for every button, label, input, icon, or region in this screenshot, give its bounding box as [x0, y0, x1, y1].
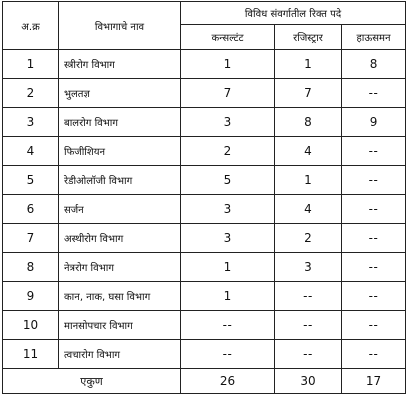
row-consultant: 1	[181, 253, 275, 282]
row-consultant: 2	[181, 137, 275, 166]
row-serial: 10	[3, 311, 59, 340]
header-row-1	[3, 2, 406, 25]
table-row	[3, 79, 406, 108]
header-department: विभागाचे नाव	[59, 2, 181, 50]
row-houseman: --	[342, 224, 406, 253]
row-department: स्त्रीरोग विभाग	[59, 50, 181, 79]
row-registrar: 3	[275, 253, 342, 282]
row-houseman: 9	[342, 108, 406, 137]
row-registrar: 1	[275, 166, 342, 195]
row-houseman: --	[342, 137, 406, 166]
row-registrar: 4	[275, 137, 342, 166]
row-department: मानसोपचार विभाग	[59, 311, 181, 340]
row-department: अस्थीरोग विभाग	[59, 224, 181, 253]
row-serial: 2	[3, 79, 59, 108]
table-row	[3, 50, 406, 79]
row-houseman: 8	[342, 50, 406, 79]
row-department: बालरोग विभाग	[59, 108, 181, 137]
row-consultant: --	[181, 311, 275, 340]
row-department: त्वचारोग विभाग	[59, 340, 181, 369]
row-registrar: 2	[275, 224, 342, 253]
table-row	[3, 311, 406, 340]
row-houseman: --	[342, 79, 406, 108]
row-serial: 6	[3, 195, 59, 224]
header-serial: अ.क्र	[3, 2, 59, 50]
header-consultant: कन्सल्टंट	[181, 25, 275, 50]
row-serial: 9	[3, 282, 59, 311]
row-houseman: --	[342, 340, 406, 369]
row-houseman: --	[342, 282, 406, 311]
row-serial: 1	[3, 50, 59, 79]
row-registrar: --	[275, 282, 342, 311]
row-department: रेडीओलॉजी विभाग	[59, 166, 181, 195]
row-consultant: --	[181, 340, 275, 369]
row-department: सर्जन	[59, 195, 181, 224]
row-department: भुलतज्ञ	[59, 79, 181, 108]
header-registrar: रजिस्ट्रार	[275, 25, 342, 50]
row-serial: 11	[3, 340, 59, 369]
row-registrar: --	[275, 340, 342, 369]
total-consultant: 26	[181, 369, 275, 394]
table-body	[3, 50, 406, 394]
row-serial: 3	[3, 108, 59, 137]
row-registrar: 4	[275, 195, 342, 224]
row-department: कान, नाक, घसा विभाग	[59, 282, 181, 311]
row-department: नेत्ररोग विभाग	[59, 253, 181, 282]
row-registrar: 1	[275, 50, 342, 79]
total-row	[3, 369, 406, 394]
row-houseman: --	[342, 195, 406, 224]
table-row	[3, 195, 406, 224]
total-registrar: 30	[275, 369, 342, 394]
vacancy-table	[2, 1, 406, 394]
row-serial: 4	[3, 137, 59, 166]
total-houseman: 17	[342, 369, 406, 394]
row-registrar: --	[275, 311, 342, 340]
row-houseman: --	[342, 166, 406, 195]
table-row	[3, 224, 406, 253]
row-department: फिजीशियन	[59, 137, 181, 166]
row-consultant: 5	[181, 166, 275, 195]
row-consultant: 3	[181, 224, 275, 253]
header-houseman: हाऊसमन	[342, 25, 406, 50]
row-consultant: 3	[181, 108, 275, 137]
row-consultant: 1	[181, 50, 275, 79]
table-row	[3, 166, 406, 195]
row-registrar: 7	[275, 79, 342, 108]
header-group: विविध संवर्गातील रिक्त पदे	[181, 2, 406, 25]
row-serial: 5	[3, 166, 59, 195]
row-registrar: 8	[275, 108, 342, 137]
row-serial: 7	[3, 224, 59, 253]
row-consultant: 7	[181, 79, 275, 108]
table-row	[3, 108, 406, 137]
table-row	[3, 137, 406, 166]
row-serial: 8	[3, 253, 59, 282]
total-label: एकुण	[3, 369, 181, 394]
table-row	[3, 340, 406, 369]
table-row	[3, 282, 406, 311]
table-row	[3, 253, 406, 282]
row-consultant: 3	[181, 195, 275, 224]
row-consultant: 1	[181, 282, 275, 311]
row-houseman: --	[342, 253, 406, 282]
row-houseman: --	[342, 311, 406, 340]
